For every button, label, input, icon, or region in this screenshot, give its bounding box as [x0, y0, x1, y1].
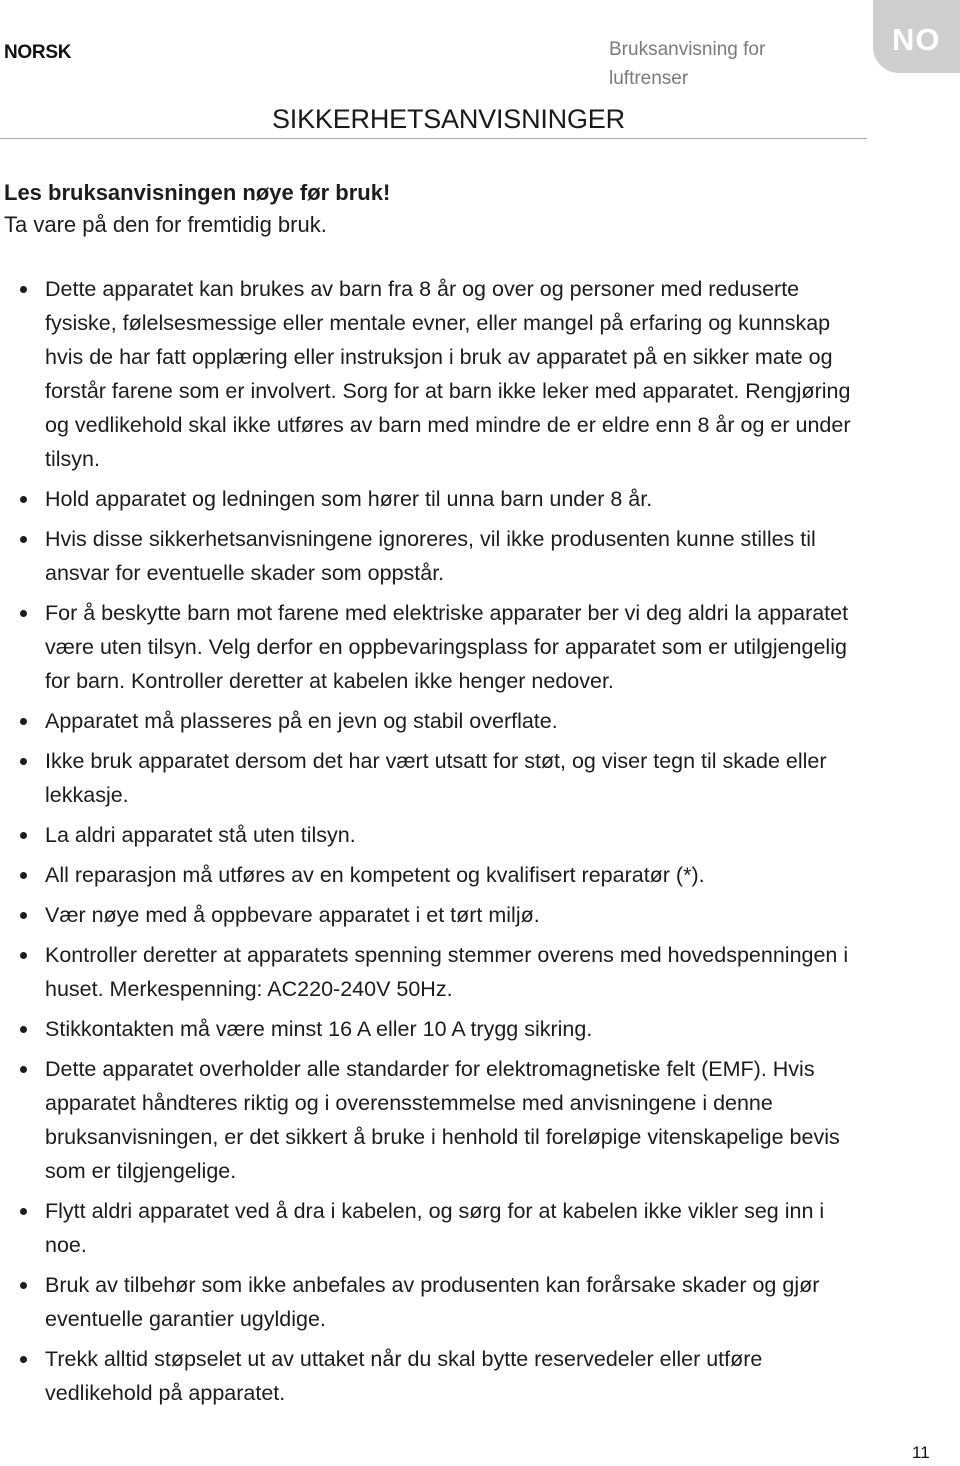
list-item-text: Hvis disse sikkerhetsanvisningene ignoreres, vil ikke produsenten kunne stilles til ansvar for eventuelle skader som oppstår. [45, 527, 816, 585]
bullet-icon [20, 496, 27, 503]
list-item [0, 596, 860, 698]
list-item [0, 744, 860, 812]
bullet-icon [20, 1066, 27, 1073]
list-item [0, 1268, 860, 1336]
intro-bold-line: Les bruksanvisningen nøye før bruk! [4, 180, 391, 205]
list-item [0, 482, 860, 516]
intro-block [4, 177, 390, 241]
language-tab [873, 0, 960, 73]
list-item-text: Kontroller deretter at apparatets spenning stemmer overens med hovedspenningen i huset. Merkespenning: AC220-240V 50Hz. [45, 943, 849, 1001]
bullet-icon [20, 1208, 27, 1215]
safety-list [0, 272, 860, 1416]
list-item [0, 898, 860, 932]
list-item-text: Vær nøye med å oppbevare apparatet i et tørt miljø. [45, 903, 540, 927]
list-item-text: Stikkontakten må være minst 16 A eller 10 A trygg sikring. [45, 1017, 593, 1041]
list-item [0, 1194, 860, 1262]
bullet-icon [20, 832, 27, 839]
bullet-icon [20, 536, 27, 543]
title-divider [0, 138, 867, 139]
list-item-text: For å beskytte barn mot farene med elektriske apparater ber vi deg aldri la apparatet være uten tilsyn. Velg derfor en oppbevaringsplass for apparatet som er utilgjengelig for barn. Kontroller deretter at kabelen ikke henger nedover. [45, 601, 849, 693]
list-item [0, 704, 860, 738]
list-item [0, 1052, 860, 1188]
list-item-text: All reparasjon må utføres av en kompetent og kvalifisert reparatør (*). [45, 863, 705, 887]
bullet-icon [20, 1026, 27, 1033]
language-tab-label: NO [892, 22, 941, 57]
bullet-icon [20, 1282, 27, 1289]
list-item [0, 858, 860, 892]
bullet-icon [20, 718, 27, 725]
list-item-text: Apparatet må plasseres på en jevn og stabil overflate. [45, 709, 558, 733]
bullet-icon [20, 286, 27, 293]
list-item [0, 1342, 860, 1410]
list-item-text: Dette apparatet kan brukes av barn fra 8 år og over og personer med reduserte fysiske, følelsesmessige eller mentale evner, eller mangel på erfaring og kunnskap hvis de har fatt opplæring eller instruksjon i bruk av apparatet på en sikker mate og forstår farene som er involvert. Sorg for at barn ikke leker med apparatet. Rengjøring og vedlikehold skal ikke utføres av barn med mindre de er eldre enn 8 år og er under tilsyn. [45, 277, 851, 471]
list-item [0, 522, 860, 590]
list-item-text: Dette apparatet overholder alle standarder for elektromagnetiske felt (EMF). Hvis apparatet håndteres riktig og i overensstemmelse med anvisningene i denne bruksanvisningen, er det sikkert å bruke i henhold til foreløpige vitenskapelige bevis som er tilgjengelige. [45, 1057, 840, 1183]
list-item [0, 272, 860, 476]
list-item-text: Bruk av tilbehør som ikke anbefales av produsenten kan forårsake skader og gjør eventuelle garantier ugyldige. [45, 1273, 820, 1331]
bullet-icon [20, 952, 27, 959]
bullet-icon [20, 758, 27, 765]
bullet-icon [20, 912, 27, 919]
list-item [0, 1012, 860, 1046]
list-item-text: Trekk alltid støpselet ut av uttaket når du skal bytte reservedeler eller utføre vedlikehold på apparatet. [45, 1347, 763, 1405]
intro-normal-line: Ta vare på den for fremtidig bruk. [4, 212, 327, 237]
page-number: 11 [912, 1443, 930, 1462]
list-item [0, 938, 860, 1006]
bullet-icon [20, 1356, 27, 1363]
section-title: SIKKERHETSANVISNINGER [272, 104, 625, 134]
bullet-icon [20, 610, 27, 617]
list-item [0, 818, 860, 852]
list-item-text: La aldri apparatet stå uten tilsyn. [45, 823, 356, 847]
manual-title: Bruksanvisning for luftrenser [609, 39, 766, 89]
bullet-icon [20, 872, 27, 879]
list-item-text: Ikke bruk apparatet dersom det har vært utsatt for støt, og viser tegn til skade eller lekkasje. [45, 749, 827, 807]
list-item-text: Flytt aldri apparatet ved å dra i kabelen, og sørg for at kabelen ikke vikler seg inn i noe. [45, 1199, 825, 1257]
list-item-text: Hold apparatet og ledningen som hører til unna barn under 8 år. [45, 487, 653, 511]
language-label: NORSK [4, 42, 72, 63]
